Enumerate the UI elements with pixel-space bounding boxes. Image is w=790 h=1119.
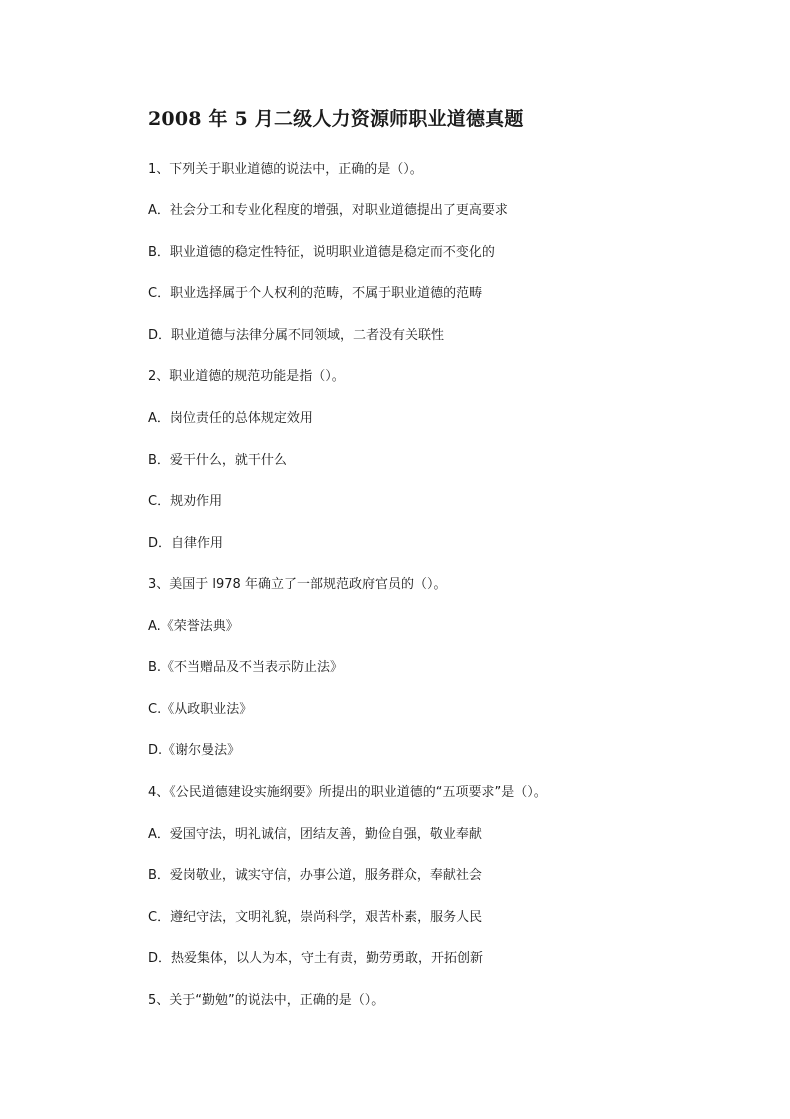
question-2-option-d: D．自律作用	[148, 536, 224, 551]
question-5: 5、关于“勤勉”的说法中，正确的是（）。	[148, 993, 385, 1008]
question-4-option-a: A．爱国守法，明礼诚信，团结友善，勤俭自强，敬业奉献	[148, 827, 482, 842]
question-2-option-b: B．爱干什么，就干什么	[148, 453, 287, 468]
question-1-option-c: C．职业选择属于个人权利的范畴，不属于职业道德的范畴	[148, 286, 483, 301]
question-1-option-a: A．社会分工和专业化程度的增强，对职业道德提出了更高要求	[148, 203, 508, 218]
question-3-option-b: B.《不当赠品及不当表示防止法》	[148, 660, 344, 675]
question-2-option-a: A．岗位责任的总体规定效用	[148, 411, 313, 426]
question-1-option-d: D．职业道德与法律分属不同领域，二者没有关联性	[148, 328, 445, 343]
question-1: 1、下列关于职业道德的说法中，正确的是（）。	[148, 162, 423, 177]
question-4: 4、《公民道德建设实施纲要》所提出的职业道德的“五项要求”是（）。	[148, 785, 547, 800]
question-3-option-d: D.《谢尔曼法》	[148, 743, 241, 758]
question-4-option-d: D．热爱集体，以人为本，守土有责，勤劳勇敢，开拓创新	[148, 951, 484, 966]
question-4-option-b: B．爱岗敬业，诚实守信，办事公道，服务群众，奉献社会	[148, 868, 482, 883]
question-3-option-a: A.《荣誉法典》	[148, 619, 239, 634]
document-title: 2008 年 5 月二级人力资源师职业道德真题	[148, 108, 524, 130]
question-2: 2、职业道德的规范功能是指（）。	[148, 369, 345, 384]
question-1-option-b: B．职业道德的稳定性特征，说明职业道德是稳定而不变化的	[148, 245, 495, 260]
question-3: 3、美国于 l978 年确立了一部规范政府官员的（）。	[148, 577, 447, 592]
question-4-option-c: C．遵纪守法，文明礼貌，崇尚科学，艰苦朴素，服务人民	[148, 910, 483, 925]
question-3-option-c: C.《从政职业法》	[148, 702, 253, 717]
question-2-option-c: C．规劝作用	[148, 494, 223, 509]
